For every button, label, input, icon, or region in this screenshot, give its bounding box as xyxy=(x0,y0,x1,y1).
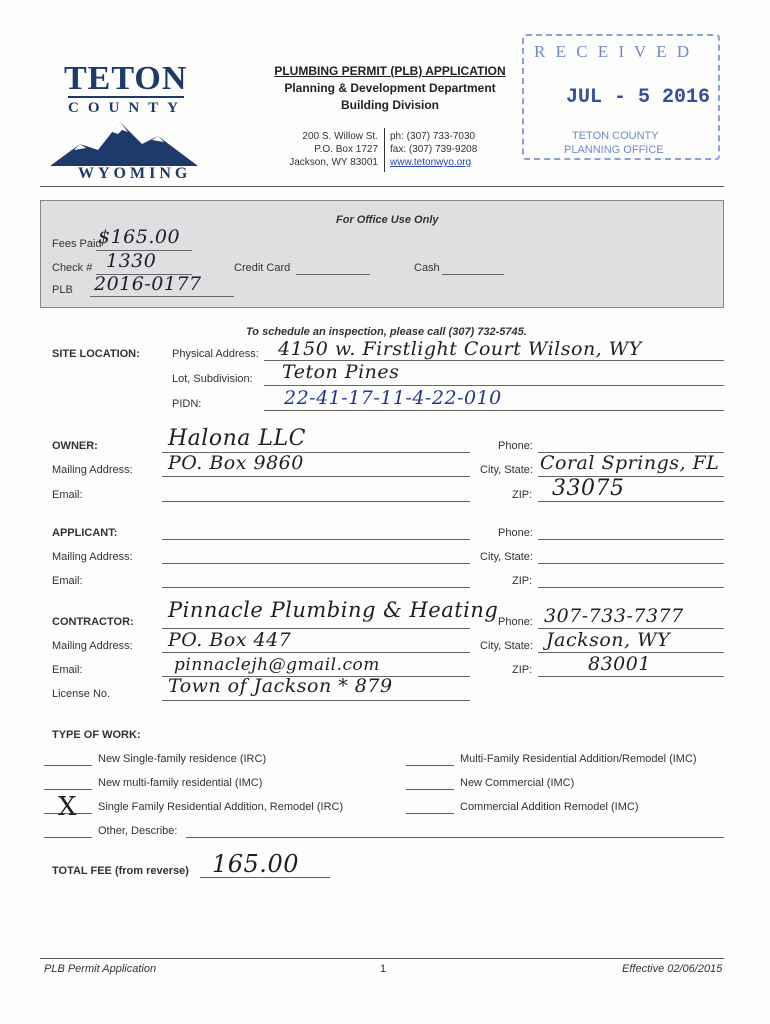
footer-effective-date: Effective 02/06/2015 xyxy=(622,963,723,975)
stamp-date: JUL - 5 2016 xyxy=(566,86,711,109)
form-title: PLUMBING PERMIT (PLB) APPLICATION xyxy=(274,64,506,78)
received-stamp xyxy=(522,34,722,162)
contractor-phone-value[interactable]: 307-733-7377 xyxy=(544,605,684,627)
lot-subdivision-line xyxy=(264,385,724,386)
credit-card-line xyxy=(296,274,370,275)
fees-paid-label: Fees Paid xyxy=(52,238,102,250)
contractor-name-value[interactable]: Pinnacle Plumbing & Heating xyxy=(168,598,499,622)
fees-paid-value[interactable]: $165.00 xyxy=(98,226,181,248)
applicant-mailing-label: Mailing Address: xyxy=(52,551,133,563)
cash-label: Cash xyxy=(414,262,440,274)
footer-form-name: PLB Permit Application xyxy=(44,963,157,975)
owner-heading: OWNER: xyxy=(52,440,98,452)
owner-zip-label: ZIP: xyxy=(512,489,533,501)
pidn-line xyxy=(264,410,724,411)
office-use-heading: For Office Use Only xyxy=(336,214,439,226)
applicant-email-label: Email: xyxy=(52,575,83,587)
total-fee-value[interactable]: 165.00 xyxy=(212,850,299,878)
owner-mailing-value[interactable]: PO. Box 9860 xyxy=(168,452,304,474)
stamp-office-line2: PLANNING OFFICE xyxy=(564,144,664,156)
website-link[interactable]: www.tetonwyo.org xyxy=(390,157,472,168)
owner-phone-label: Phone: xyxy=(498,440,533,452)
contractor-email-label: Email: xyxy=(52,664,83,676)
contractor-email-value[interactable]: pinnaclejh@gmail.com xyxy=(174,655,380,675)
applicant-mailing-line xyxy=(162,563,470,564)
logo-title: TETON xyxy=(64,60,188,97)
license-number-line xyxy=(162,700,470,701)
work-option-new-multi-family: New multi-family residential (IMC) xyxy=(98,777,263,789)
owner-email-label: Email: xyxy=(52,489,83,501)
site-location-heading: SITE LOCATION: xyxy=(52,348,140,360)
owner-city-value[interactable]: Coral Springs, FL xyxy=(540,452,720,474)
owner-zip-value[interactable]: 33075 xyxy=(552,476,625,501)
address-line: 200 S. Willow St. xyxy=(302,131,378,142)
license-number-label: License No. xyxy=(52,688,111,700)
mailing-address-block xyxy=(274,130,378,169)
address-line: P.O. Box 1727 xyxy=(314,144,378,155)
footer-page-number: 1 xyxy=(380,963,387,975)
check-number-value[interactable]: 1330 xyxy=(106,250,157,272)
owner-name-value[interactable]: Halona LLC xyxy=(168,426,306,451)
mountain-icon xyxy=(50,116,198,166)
contractor-phone-label: Phone: xyxy=(498,616,533,628)
stamp-office-line1: TETON COUNTY xyxy=(572,130,659,142)
work-option-new-single-family: New Single-family residence (IRC) xyxy=(98,753,267,765)
work-checkbox-line[interactable] xyxy=(406,789,454,790)
physical-address-label: Physical Address: xyxy=(172,348,259,360)
applicant-city-line xyxy=(538,563,724,564)
logo-state: WYOMING xyxy=(78,165,192,182)
work-checkbox-line[interactable] xyxy=(44,789,92,790)
contractor-mailing-line xyxy=(162,652,470,653)
work-selected-mark[interactable]: X xyxy=(58,792,78,822)
work-option-other: Other, Describe: xyxy=(98,825,178,837)
stamp-received-text: R E C E I V E D xyxy=(534,42,693,61)
plb-label: PLB xyxy=(52,284,73,296)
pidn-label: PIDN: xyxy=(172,398,202,410)
physical-address-value[interactable]: 4150 w. Firstlight Court Wilson, WY xyxy=(278,338,642,360)
logo-county: COUNTY xyxy=(68,100,188,116)
contractor-zip-value[interactable]: 83001 xyxy=(588,653,651,675)
address-divider xyxy=(384,128,385,172)
contractor-mailing-label: Mailing Address: xyxy=(52,640,133,652)
credit-card-label: Credit Card xyxy=(234,262,291,274)
applicant-phone-line xyxy=(538,539,724,540)
contractor-city-label: City, State: xyxy=(480,640,533,652)
applicant-zip-label: ZIP: xyxy=(512,575,533,587)
work-option-single-family-addition: Single Family Residential Addition, Remodel (IRC) xyxy=(98,801,344,813)
owner-mailing-label: Mailing Address: xyxy=(52,464,133,476)
footer-divider xyxy=(40,958,724,959)
plb-number-value[interactable]: 2016-0177 xyxy=(94,273,202,295)
contractor-city-value[interactable]: Jackson, WY xyxy=(546,629,671,651)
type-of-work-heading: TYPE OF WORK: xyxy=(52,729,141,741)
total-fee-label: TOTAL FEE (from reverse) xyxy=(52,865,189,877)
license-number-value[interactable]: Town of Jackson * 879 xyxy=(168,675,393,697)
plb-line xyxy=(90,296,234,297)
contractor-zip-label: ZIP: xyxy=(512,664,533,676)
lot-subdivision-value[interactable]: Teton Pines xyxy=(282,361,400,383)
division-name: Building Division xyxy=(341,98,439,112)
owner-city-label: City, State: xyxy=(480,464,533,476)
work-checkbox-line[interactable] xyxy=(44,837,92,838)
cash-line xyxy=(442,274,504,275)
department-name: Planning & Development Department xyxy=(284,81,496,95)
logo-rule xyxy=(68,96,184,98)
owner-zip-line xyxy=(538,501,724,502)
teton-county-logo xyxy=(50,60,198,185)
pidn-value[interactable]: 22-41-17-11-4-22-010 xyxy=(284,387,502,409)
work-option-commercial-addition: Commercial Addition Remodel (IMC) xyxy=(460,801,639,813)
applicant-zip-line xyxy=(538,587,724,588)
office-fax: fax: (307) 739-9208 xyxy=(390,144,478,155)
owner-mailing-line xyxy=(162,476,470,477)
other-describe-line[interactable] xyxy=(186,837,724,838)
applicant-heading: APPLICANT: xyxy=(52,527,118,539)
work-checkbox-line[interactable] xyxy=(406,765,454,766)
contractor-heading: CONTRACTOR: xyxy=(52,616,134,628)
check-number-label: Check # xyxy=(52,262,93,274)
applicant-name-line xyxy=(162,539,470,540)
applicant-city-label: City, State: xyxy=(480,551,533,563)
contractor-zip-line xyxy=(538,676,724,677)
work-checkbox-line[interactable] xyxy=(406,813,454,814)
office-phone: ph: (307) 733-7030 xyxy=(390,131,476,142)
work-option-multi-family-addition: Multi-Family Residential Addition/Remodel (IMC) xyxy=(460,753,697,765)
work-checkbox-line[interactable] xyxy=(44,765,92,766)
contractor-mailing-value[interactable]: PO. Box 447 xyxy=(168,629,292,651)
applicant-email-line xyxy=(162,587,470,588)
applicant-phone-label: Phone: xyxy=(498,527,533,539)
owner-email-line xyxy=(162,501,470,502)
header-divider xyxy=(40,186,724,187)
address-line: Jackson, WY 83001 xyxy=(289,157,378,168)
lot-subdivision-label: Lot, Subdivision: xyxy=(172,373,253,385)
contact-block xyxy=(390,130,477,169)
work-option-new-commercial: New Commercial (IMC) xyxy=(460,777,575,789)
inspection-note: To schedule an inspection, please call (307) 732-5745. xyxy=(246,326,527,338)
